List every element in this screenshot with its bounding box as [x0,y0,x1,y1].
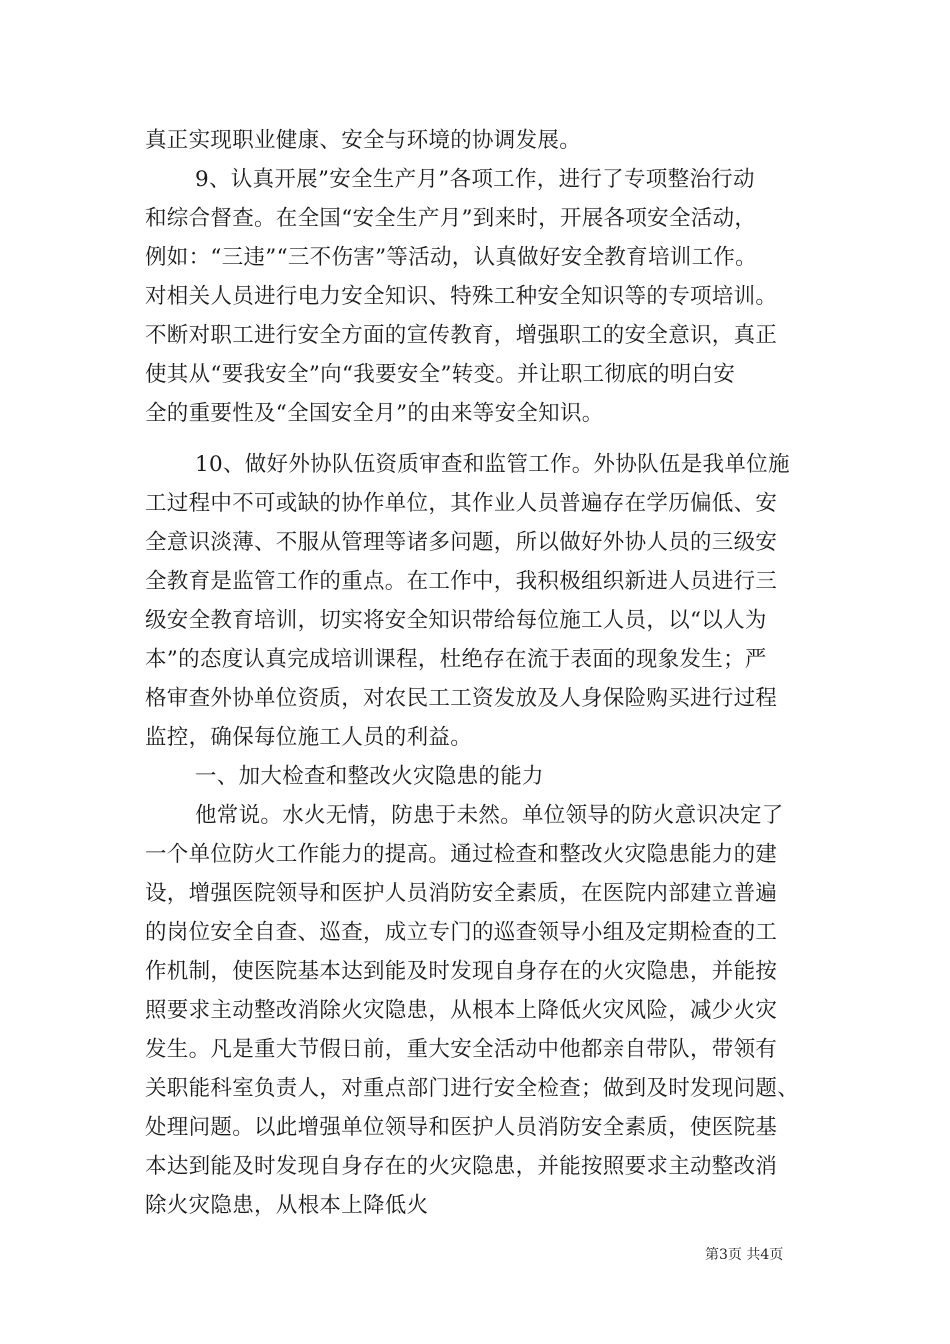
text-line: 对相关人员进行电力安全知识、特殊工种安全知识等的专项培训。 [145,284,778,309]
text-line: 全的重要性及“全国安全月”的由来等安全知识。 [145,401,604,426]
paragraph-10-first-line: 10、做好外协队伍资质审查和监管工作。外协队伍是我单位施 [195,452,790,477]
text-line: 处理问题。以此增强单位领导和医护人员消防安全素质，使医院基 [145,1115,778,1140]
text-line: 照要求主动整改消除火灾隐患，从根本上降低火灾风险，减少火灾 [145,998,778,1023]
text-line: 发生。凡是重大节假日前，重大安全活动中他都亲自带队，带领有 [145,1037,778,1062]
text-line: 真正实现职业健康、安全与环境的协调发展。 [145,128,582,153]
text-line: 工过程中不可或缺的协作单位，其作业人员普遍存在学历偏低、安 [145,491,778,516]
text-line: 设，增强医院领导和医护人员消防安全素质，在医院内部建立普遍 [145,881,778,906]
page-number-footer: 第3页 共4页 [705,1247,784,1263]
paragraph-first-line: 他常说。水火无情，防患于未然。单位领导的防火意识决定了 [195,803,784,828]
text-line: 的岗位安全自查、巡查，成立专门的巡查领导小组及定期检查的工 [145,920,778,945]
text-line: 全教育是监管工作的重点。在工作中，我积极组织新进人员进行三 [145,569,778,594]
text-line: 除火灾隐患，从根本上降低火 [145,1193,429,1218]
text-line: 使其从“要我安全”向“我要安全”转变。并让职工彻底的明白安 [145,362,736,387]
text-line: 作机制，使医院基本达到能及时发现自身存在的火灾隐患，并能按 [145,959,778,984]
text-line: 级安全教育培训，切实将安全知识带给每位施工人员，以“以人为 [145,608,767,633]
text-line: 关职能科室负责人，对重点部门进行安全检查；做到及时发现问题、 [145,1076,800,1101]
text-line: 监控，确保每位施工人员的利益。 [145,725,473,750]
text-line: 格审查外协单位资质，对农民工工资发放及人身保险购买进行过程 [145,686,778,711]
text-line: 例如：“三违”“三不伤害”等活动，认真做好安全教育培训工作。 [145,245,757,270]
text-line: 全意识淡薄、不服从管理等诸多问题，所以做好外协人员的三级安 [145,530,778,555]
text-line: 本达到能及时发现自身存在的火灾隐患，并能按照要求主动整改消 [145,1154,778,1179]
text-line: 不断对职工进行安全方面的宣传教育，增强职工的安全意识，真正 [145,323,778,348]
section-heading: 一、加大检查和整改火灾隐患的能力 [195,764,544,789]
text-line: 和综合督查。在全国“安全生产月”到来时，开展各项安全活动， [145,206,757,231]
text-line: 一个单位防火工作能力的提高。通过检查和整改火灾隐患能力的建 [145,842,778,867]
paragraph-9-first-line: 9、认真开展”安全生产月”各项工作，进行了专项整治行动 [195,167,755,192]
text-line: 本”的态度认真完成培训课程，杜绝存在流于表面的现象发生；严 [145,647,767,672]
